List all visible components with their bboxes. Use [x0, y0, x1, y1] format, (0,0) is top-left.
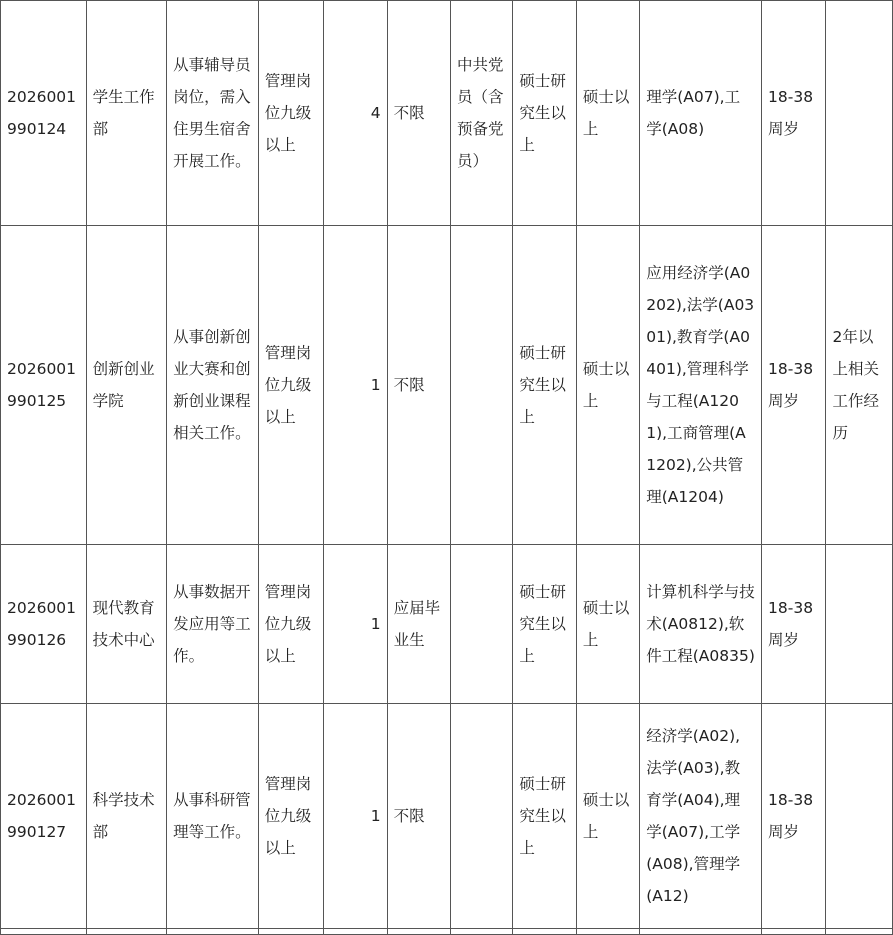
candidate-source: 不限 [387, 704, 450, 929]
education-requirement: 硕士研究生以上 [513, 1, 576, 226]
position-level: 管理岗位九级以上 [258, 704, 323, 929]
position-code: 2026001990124 [1, 1, 87, 226]
job-duty: 从事科研管理等工作。 [167, 704, 259, 929]
degree-requirement: 硕士以上 [576, 704, 639, 929]
political-status: 中共党员（含预备党员） [450, 1, 512, 226]
position-code: 2026001990126 [1, 545, 87, 704]
department: 现代教育技术中心 [86, 545, 167, 704]
position-level: 管理岗位九级以上 [258, 226, 323, 545]
education-requirement: 硕士研究生以上 [513, 226, 576, 545]
department: 创新创业学院 [86, 226, 167, 545]
major-requirement: 应用经济学(A0202),法学(A0301),教育学(A0401),管理科学与工程(A1201),工商管理(A1202),公共管理(A1204) [640, 226, 762, 545]
table-row [1, 226, 893, 545]
other-requirement: 2年以上相关工作经历 [826, 226, 893, 545]
candidate-source: 不限 [387, 1, 450, 226]
position-code: 2026001990125 [1, 226, 87, 545]
position-code: 2026001990127 [1, 704, 87, 929]
position-level: 管理岗位九级以上 [258, 1, 323, 226]
other-requirement [826, 704, 893, 929]
department: 学生工作部 [86, 1, 167, 226]
age-requirement: 18-38周岁 [762, 545, 826, 704]
degree-requirement: 硕士以上 [576, 1, 639, 226]
table-row [1, 545, 893, 704]
age-requirement: 18-38周岁 [762, 1, 826, 226]
age-requirement: 18-38周岁 [762, 704, 826, 929]
education-requirement: 硕士研究生以上 [513, 545, 576, 704]
political-status [450, 545, 512, 704]
job-duty: 从事创新创业大赛和创新创业课程相关工作。 [167, 226, 259, 545]
other-requirement [826, 545, 893, 704]
job-duty: 从事辅导员岗位，需入住男生宿舍开展工作。 [167, 1, 259, 226]
major-requirement: 计算机科学与技术(A0812),软件工程(A0835) [640, 545, 762, 704]
major-requirement: 理学(A07),工学(A08) [640, 1, 762, 226]
education-requirement: 硕士研究生以上 [513, 704, 576, 929]
department: 科学技术部 [86, 704, 167, 929]
hiring-count: 1 [324, 226, 387, 545]
other-requirement [826, 1, 893, 226]
candidate-source: 不限 [387, 226, 450, 545]
hiring-count: 1 [324, 545, 387, 704]
table-row [1, 1, 893, 226]
political-status [450, 704, 512, 929]
degree-requirement: 硕士以上 [576, 545, 639, 704]
political-status [450, 226, 512, 545]
table-row [1, 704, 893, 929]
degree-requirement: 硕士以上 [576, 226, 639, 545]
job-duty: 从事数据开发应用等工作。 [167, 545, 259, 704]
position-level: 管理岗位九级以上 [258, 545, 323, 704]
hiring-count: 1 [324, 704, 387, 929]
hiring-count: 4 [324, 1, 387, 226]
major-requirement: 经济学(A02),法学(A03),教育学(A04),理学(A07),工学(A08),管理学(A12) [640, 704, 762, 929]
candidate-source: 应届毕业生 [387, 545, 450, 704]
table-row [1, 929, 893, 935]
age-requirement: 18-38周岁 [762, 226, 826, 545]
